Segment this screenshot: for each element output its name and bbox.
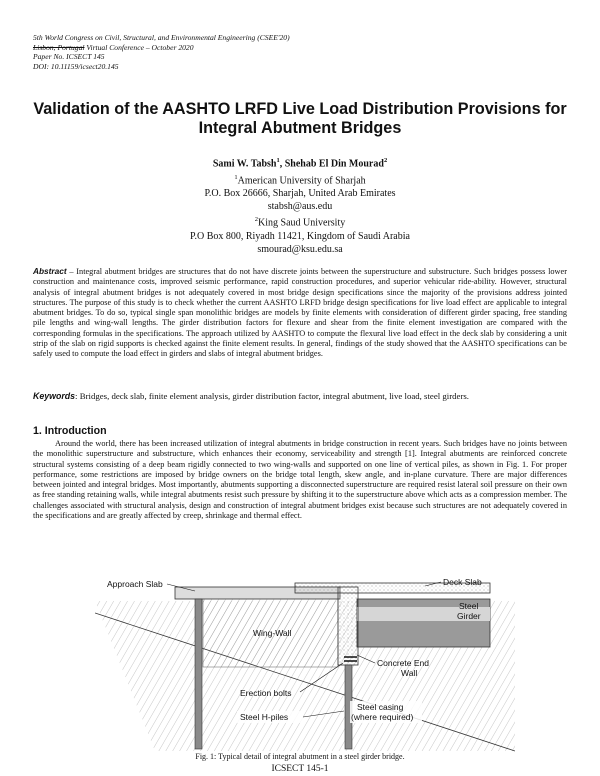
label-wing-wall: Wing-Wall bbox=[253, 628, 292, 638]
figure-integral-abutment bbox=[95, 573, 515, 753]
label-deck-slab: Deck Slab bbox=[443, 577, 482, 587]
affiliation-2-email: smourad@ksu.edu.sa bbox=[257, 244, 343, 256]
affiliation-2-name: King Saud University bbox=[258, 217, 346, 229]
keywords bbox=[33, 391, 567, 402]
affiliation-1-sup: 1 bbox=[234, 173, 238, 181]
page-footer: ICSECT 145-1 bbox=[271, 764, 329, 774]
paper-title: Validation of the AASHTO LRFD Live Load Distribution Provisions for Integral Abutment Bridges bbox=[33, 100, 567, 137]
affiliation-1-email: stabsh@aus.edu bbox=[267, 201, 333, 213]
label-steel-girder-2: Girder bbox=[457, 611, 481, 621]
conference-header bbox=[33, 33, 290, 71]
header-struck-location: Lisbon, Portugal bbox=[33, 42, 85, 52]
header-venue: Virtual Conference – October 2020 bbox=[84, 42, 194, 52]
label-steel-casing-2: (where required) bbox=[351, 712, 414, 722]
author-1-sup: 1 bbox=[276, 157, 280, 164]
author-names bbox=[0, 154, 600, 171]
abstract bbox=[33, 266, 567, 360]
header-line-1: 5th World Congress on Civil, Structural, and Environmental Engineering (CSEE'20) bbox=[33, 33, 290, 42]
author-1: Sami W. Tabsh bbox=[212, 158, 277, 170]
keywords-label: Keywords bbox=[33, 391, 76, 401]
label-concrete-end-2: Wall bbox=[401, 668, 418, 678]
affiliation-1-address: P.O. Box 26666, Sharjah, United Arab Emirates bbox=[204, 188, 396, 200]
header-paper-no: Paper No. ICSECT 145 bbox=[33, 52, 105, 62]
pile-left-shape bbox=[195, 599, 202, 749]
header-doi: DOI: 10.11159/icsect20.145 bbox=[33, 61, 119, 71]
affiliation-1 bbox=[0, 171, 600, 188]
introduction-paragraph: Around the world, there has been increased utilization of integral abutments in bridge construction in recent years. Such bridges have no joints between the monolithic superstructure and substructure, which enhances their economy, serviceability and strength [1]. Integral abutments are reinforced concrete structural systems consisting of a deep beam rigidly connected to two wing-walls and supported on one line of vertical piles, as shown in Fig. 1. For proper performance, some restrictions are imposed by bridge owners on the bridge total length, skew angle, and in-plane curvature. There are major differences between jointed and integral bridges. Most importantly, abutments supporting a disconnected superstructure are required resist lateral soil pressure on their own as free standing retaining walls, while integral abutments resist such pressure by shifting it to the superstructure above which acts as a compression member. The challenges associated with structural analysis, design and construction of integral abutment bridges exist because such structures are not adequately covered in the specifications and are greatly affected by creep, shrinkage and thermal effect. bbox=[33, 439, 567, 521]
label-concrete-end-1: Concrete End bbox=[377, 658, 429, 668]
affiliation-2-sup: 2 bbox=[254, 216, 259, 224]
author-separator: , bbox=[279, 158, 285, 170]
affiliation-2-address: P.O Box 800, Riyadh 11421, Kingdom of Saudi Arabia bbox=[190, 231, 410, 242]
keywords-text: Bridges, deck slab, finite element analysis, girder distribution factor, integral abutment, live load, steel girders. bbox=[79, 391, 469, 401]
label-steel-h-piles: Steel H-piles bbox=[240, 712, 289, 722]
author-2-sup: 2 bbox=[383, 157, 388, 164]
label-steel-girder-1: Steel bbox=[459, 601, 479, 611]
abstract-dash: – bbox=[66, 267, 77, 276]
affiliation-2 bbox=[0, 213, 600, 230]
abstract-text: Integral abutment bridges are structures that do not have discrete joints between the superstructure and substructure. Such bridges possess lower construction and maintenance costs, improved seismic performance, rapid construction procedures, and superior vehicular ride-ability. However, structural analysis of integral abutment bridges is not adequately covered in most bridge design specifications since the majority of the provisions address jointed structures. The purpose of this study is to check whether the current AASHTO LRFD bridge design specifications for live load effect are applicable to integral abutment bridges. To do so, typical single span monolithic bridges are models by finite elements with consideration of different girder spacing, free standing pile lengths and wing-wall lengths. The girder distribution factors for flexure and shear from the finite element investigation are compared with the corresponding formulas in the specifications. The approach utilized by AASHTO to compute the flexural live load effect in the deck slab by considering a unit strip of the slab on rigid supports is checked against the finite element results. In general, findings of the study showed that the AASHTO specifications can be safely used to compute the load effect in girders and slabs of integral abutment bridges. bbox=[33, 267, 567, 359]
author-block bbox=[0, 154, 600, 256]
keywords-colon: : bbox=[75, 391, 80, 401]
concrete-end-wall-shape bbox=[338, 587, 358, 665]
label-steel-casing-1: Steel casing bbox=[357, 702, 404, 712]
label-erection-bolts: Erection bolts bbox=[240, 688, 292, 698]
section-heading-introduction: 1. Introduction bbox=[33, 425, 107, 437]
affiliation-1-name: American University of Sharjah bbox=[237, 174, 366, 186]
abstract-label: Abstract bbox=[33, 266, 67, 276]
header-line-2 bbox=[33, 43, 290, 53]
author-2: Shehab El Din Mourad bbox=[284, 158, 384, 170]
figure-caption: Fig. 1: Typical detail of integral abutment in a steel girder bridge. bbox=[195, 752, 405, 761]
label-approach-slab: Approach Slab bbox=[107, 579, 163, 589]
